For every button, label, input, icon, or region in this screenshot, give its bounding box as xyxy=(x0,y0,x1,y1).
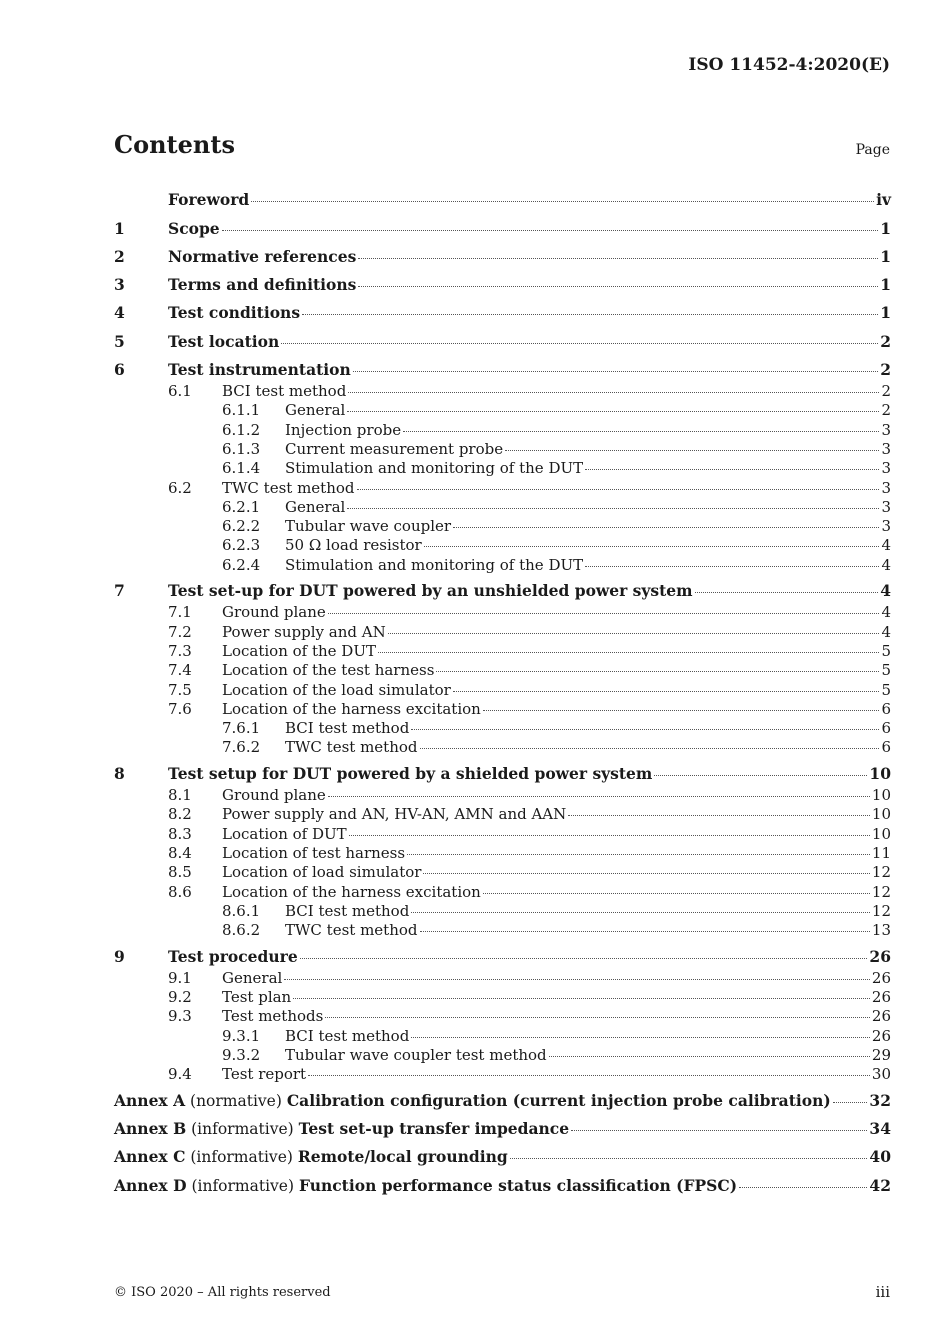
toc-entry-title: Test location xyxy=(168,331,280,351)
toc-entry-number: 9.3.1 xyxy=(222,1026,261,1045)
toc-entry[interactable] xyxy=(114,719,891,738)
toc-entry-title: Location of load simulator xyxy=(222,863,422,882)
toc-leader-dots xyxy=(403,430,879,432)
toc-entry-title: Ground plane xyxy=(222,603,326,622)
toc-entry-page: 3 xyxy=(881,478,891,497)
toc-entry[interactable] xyxy=(114,1027,891,1046)
annex-label: Annex D xyxy=(114,1175,187,1195)
toc-leader-dots xyxy=(281,342,878,344)
toc-entry-page: 26 xyxy=(871,1007,891,1026)
toc-entry-number: 8.5 xyxy=(168,863,192,882)
toc-entry-page: 34 xyxy=(869,1119,891,1139)
toc-entry-number: 8.6.2 xyxy=(222,921,261,940)
toc-leader-dots xyxy=(407,853,870,855)
toc-entry-number: 8.3 xyxy=(168,824,192,843)
toc-entry[interactable] xyxy=(114,498,891,517)
toc-entry-number: 5 xyxy=(114,331,125,351)
toc-leader-dots xyxy=(739,1186,867,1188)
toc-entry-page: 3 xyxy=(881,517,891,536)
annex-kind: (normative) xyxy=(190,1091,282,1110)
toc-entry-number: 6.1.2 xyxy=(222,420,261,439)
toc-entry-page: 26 xyxy=(871,968,891,987)
toc-entry-page: 5 xyxy=(881,641,891,660)
toc-entry-number: 9.3 xyxy=(168,1007,192,1026)
toc-leader-dots xyxy=(483,892,870,894)
toc-leader-dots xyxy=(325,1016,870,1018)
toc-entry[interactable] xyxy=(114,401,891,420)
toc-entry-title: Test instrumentation xyxy=(168,360,351,380)
toc-leader-dots xyxy=(549,1055,870,1057)
toc-entry-number: 8.2 xyxy=(168,805,192,824)
toc-entry-title: Location of the harness excitation xyxy=(222,882,481,901)
toc-annex-entry[interactable] xyxy=(114,1113,891,1141)
toc-entry-title: Test report xyxy=(222,1065,307,1084)
toc-entry-number: 7.4 xyxy=(168,661,192,680)
toc-entry-page: 4 xyxy=(881,536,891,555)
toc-entry-page: 1 xyxy=(880,246,891,266)
toc-entry[interactable] xyxy=(114,758,891,786)
toc-entry-number: 8.1 xyxy=(168,786,192,805)
toc-leader-dots xyxy=(357,488,880,490)
toc-annex-entry[interactable] xyxy=(114,1169,891,1197)
toc-entry-page: 2 xyxy=(881,382,891,401)
toc-entry-title: General xyxy=(222,968,283,987)
toc-entry-page: 10 xyxy=(871,824,891,843)
toc-entry-number: 6.2 xyxy=(168,478,192,497)
toc-entry-page: 6 xyxy=(881,699,891,718)
toc-entry[interactable] xyxy=(114,738,891,757)
toc-entry-page: 10 xyxy=(871,786,891,805)
toc-leader-dots xyxy=(505,449,879,451)
annex-label: Annex B xyxy=(114,1119,187,1139)
toc-entry-number: 7.1 xyxy=(168,603,192,622)
toc-entry-page: 2 xyxy=(881,401,891,420)
toc-entry[interactable] xyxy=(114,440,891,459)
annex-kind: (informative) xyxy=(191,1176,295,1195)
toc-entry-page: 12 xyxy=(871,882,891,901)
toc-leader-dots xyxy=(571,1129,867,1131)
toc-entry-title: General xyxy=(285,401,346,420)
toc-entry[interactable] xyxy=(114,642,891,661)
toc-entry-title: BCI test method xyxy=(285,1026,410,1045)
toc-entry-number: 8.4 xyxy=(168,843,192,862)
toc-entry-number: 6.1.3 xyxy=(222,439,261,458)
toc-entry-title: Normative references xyxy=(168,246,357,266)
toc-leader-dots xyxy=(436,670,879,672)
toc-entry[interactable] xyxy=(114,700,891,719)
toc-entry-title: Location of the test harness xyxy=(222,661,435,680)
toc-entry-number: 7.3 xyxy=(168,641,192,660)
toc-entry[interactable] xyxy=(114,623,891,642)
toc-entry[interactable] xyxy=(114,883,891,902)
toc-entry-page: 29 xyxy=(871,1045,891,1064)
toc-entry-number: 4 xyxy=(114,303,125,323)
toc-entry-title: Terms and definitions xyxy=(168,275,357,295)
toc-entry-page: 6 xyxy=(881,719,891,738)
toc-entry-page: 12 xyxy=(871,863,891,882)
toc-entry-number: 6.1.4 xyxy=(222,459,261,478)
toc-entry-number: 1 xyxy=(114,218,125,238)
toc-entry[interactable] xyxy=(114,556,891,575)
toc-entry-title: BCI test method xyxy=(222,382,347,401)
toc-entry-number: 6.1 xyxy=(168,382,192,401)
toc-leader-dots xyxy=(453,526,879,528)
toc-entry[interactable] xyxy=(114,212,891,240)
toc-leader-dots xyxy=(695,591,879,593)
toc-entry-title: Tubular wave coupler xyxy=(285,517,452,536)
toc-entry[interactable] xyxy=(114,681,891,700)
toc-entry-number: 9.2 xyxy=(168,987,192,1006)
toc-entry-page: 26 xyxy=(871,1026,891,1045)
toc-entry-page: 42 xyxy=(869,1175,891,1195)
toc-leader-dots xyxy=(585,468,879,470)
toc-entry-title: 50 Ω load resistor xyxy=(285,536,422,555)
toc-entry-title: Power supply and AN xyxy=(222,622,386,641)
toc-leader-dots xyxy=(411,1036,870,1038)
toc-leader-dots xyxy=(833,1101,868,1103)
toc-leader-dots xyxy=(420,747,880,749)
annex-kind: (informative) xyxy=(191,1120,294,1139)
toc-entry-title: Location of the harness excitation xyxy=(222,699,481,718)
toc-leader-dots xyxy=(388,632,880,634)
toc-entry[interactable] xyxy=(114,825,891,844)
toc-entry-number: 7.2 xyxy=(168,622,192,641)
toc-leader-dots xyxy=(453,690,880,692)
annex-title: Remote/local grounding xyxy=(297,1147,508,1167)
toc-entry-number: 9.3.2 xyxy=(222,1045,261,1064)
toc-entry-page: 1 xyxy=(880,218,891,238)
toc-entry-title: Test methods xyxy=(222,1007,324,1026)
toc-entry-title: Tubular wave coupler test method xyxy=(285,1045,547,1064)
toc-entry-title: Current measurement probe xyxy=(285,439,504,458)
toc-leader-dots xyxy=(308,1074,870,1076)
toc-entry[interactable] xyxy=(114,184,891,212)
toc-entry-title: Test plan xyxy=(222,987,292,1006)
toc-entry-number: 8.6 xyxy=(168,882,192,901)
toc-leader-dots xyxy=(347,507,879,509)
toc-entry-title: Stimulation and monitoring of the DUT xyxy=(285,555,584,574)
toc-entry[interactable] xyxy=(114,421,891,440)
annex-heading xyxy=(114,1089,831,1113)
toc-leader-dots xyxy=(424,545,880,547)
toc-entry-page: 11 xyxy=(871,843,891,862)
toc-entry[interactable] xyxy=(114,661,891,680)
toc-entry-page: 3 xyxy=(881,459,891,478)
toc-entry-page: 26 xyxy=(871,987,891,1006)
toc-entry-title: Location of the DUT xyxy=(222,641,376,660)
toc-entry-number: 8 xyxy=(114,764,125,784)
toc-leader-dots xyxy=(353,370,878,372)
toc-entry[interactable] xyxy=(114,1007,891,1026)
toc-entry-page: 26 xyxy=(869,946,891,966)
toc-entry-page: 3 xyxy=(881,497,891,516)
toc-entry-title: Ground plane xyxy=(222,786,326,805)
toc-entry[interactable] xyxy=(114,241,891,269)
annex-label: Annex C xyxy=(114,1147,186,1167)
toc-leader-dots xyxy=(349,834,870,836)
toc-entry-page: 1 xyxy=(880,303,891,323)
toc-entry[interactable] xyxy=(114,1046,891,1065)
toc-entry-title: Power supply and AN, HV-AN, AMN and AAN xyxy=(222,805,567,824)
annex-title: Test set-up transfer impedance xyxy=(298,1119,570,1139)
toc-entry-number: 6.2.2 xyxy=(222,517,261,536)
toc-entry-page: 3 xyxy=(881,439,891,458)
toc-leader-dots xyxy=(293,997,870,999)
toc-entry[interactable] xyxy=(114,536,891,555)
toc-entry-number: 7 xyxy=(114,581,125,601)
toc-entry[interactable] xyxy=(114,575,891,603)
toc-annex-entry[interactable] xyxy=(114,1141,891,1169)
toc-entry[interactable] xyxy=(114,297,891,325)
toc-entry-number: 6.1.1 xyxy=(222,401,261,420)
toc-entry-page: iv xyxy=(876,190,891,210)
toc-entry-number: 8.6.1 xyxy=(222,901,261,920)
toc-entry[interactable] xyxy=(114,921,891,940)
toc-entry-title: TWC test method xyxy=(285,921,418,940)
toc-leader-dots xyxy=(423,872,869,874)
toc-leader-dots xyxy=(510,1157,868,1159)
toc-entry-title: BCI test method xyxy=(285,901,410,920)
toc-entry-number: 7.5 xyxy=(168,680,192,699)
toc-leader-dots xyxy=(284,978,870,980)
annex-label: Annex A xyxy=(114,1090,186,1110)
toc-entry-number: 7.6.2 xyxy=(222,738,261,757)
toc-entry-number: 6.2.3 xyxy=(222,536,261,555)
toc-entry-page: 3 xyxy=(881,420,891,439)
toc-entry[interactable] xyxy=(114,1065,891,1084)
toc-leader-dots xyxy=(348,391,879,393)
toc-entry-title: Test procedure xyxy=(168,946,298,966)
toc-leader-dots xyxy=(300,957,868,959)
toc-leader-dots xyxy=(222,229,879,231)
toc-entry-page: 2 xyxy=(880,331,891,351)
toc-entry-title: Scope xyxy=(168,218,220,238)
annex-title: Calibration configuration (current injection probe calibration) xyxy=(286,1090,831,1110)
toc-entry[interactable] xyxy=(114,517,891,536)
toc-entry[interactable] xyxy=(114,786,891,805)
toc-entry-title: General xyxy=(285,497,346,516)
page-number: iii xyxy=(875,1283,890,1301)
toc-entry-page: 30 xyxy=(871,1065,891,1084)
toc-leader-dots xyxy=(654,774,867,776)
toc-entry-title: Test setup for DUT powered by a shielded power system xyxy=(168,764,653,784)
toc-entry-page: 32 xyxy=(869,1090,891,1110)
toc-entry-page: 40 xyxy=(869,1147,891,1167)
toc-entry[interactable] xyxy=(114,603,891,622)
toc-entry-number: 9.1 xyxy=(168,968,192,987)
toc-leader-dots xyxy=(251,200,874,202)
toc-leader-dots xyxy=(358,257,878,259)
toc-entry-title: Foreword xyxy=(168,190,250,210)
toc-entry-title: Location of DUT xyxy=(222,824,347,843)
toc-leader-dots xyxy=(411,911,870,913)
page-column-label: Page xyxy=(855,142,890,158)
toc-entry-page: 1 xyxy=(880,275,891,295)
toc-entry-number: 3 xyxy=(114,275,125,295)
toc-leader-dots xyxy=(568,814,870,816)
toc-leader-dots xyxy=(483,709,880,711)
toc-entry-number: 9.4 xyxy=(168,1065,192,1084)
toc-entry-title: TWC test method xyxy=(285,738,418,757)
toc-entry[interactable] xyxy=(114,969,891,988)
toc-annex-entry[interactable] xyxy=(114,1084,891,1112)
toc-entry[interactable] xyxy=(114,940,891,968)
toc-entry-title: Location of test harness xyxy=(222,843,406,862)
toc-entry-page: 13 xyxy=(871,921,891,940)
toc-entry[interactable] xyxy=(114,479,891,498)
toc-entry-title: BCI test method xyxy=(285,719,410,738)
toc-entry[interactable] xyxy=(114,805,891,824)
toc-entry-title: Stimulation and monitoring of the DUT xyxy=(285,459,584,478)
toc-entry[interactable] xyxy=(114,863,891,882)
toc-entry-title: Location of the load simulator xyxy=(222,680,451,699)
page-title: Contents xyxy=(114,130,235,159)
toc-entry-number: 7.6 xyxy=(168,699,192,718)
toc-entry-page: 5 xyxy=(881,661,891,680)
toc-entry-number: 6.2.1 xyxy=(222,497,261,516)
toc-leader-dots xyxy=(358,285,878,287)
annex-heading xyxy=(114,1174,737,1198)
toc-leader-dots xyxy=(420,930,870,932)
document-id: ISO 11452-4:2020(E) xyxy=(688,55,890,75)
toc-entry-number: 9 xyxy=(114,946,125,966)
toc-entry-number: 7.6.1 xyxy=(222,719,261,738)
toc-entry[interactable] xyxy=(114,382,891,401)
toc-entry-page: 4 xyxy=(880,581,891,601)
toc-entry-page: 10 xyxy=(871,805,891,824)
toc-leader-dots xyxy=(328,795,870,797)
toc-entry-title: TWC test method xyxy=(222,478,355,497)
toc-entry[interactable] xyxy=(114,988,891,1007)
toc-leader-dots xyxy=(347,410,879,412)
annex-heading xyxy=(114,1117,569,1141)
toc-entry-title: Test conditions xyxy=(168,303,301,323)
copyright-notice: © ISO 2020 – All rights reserved xyxy=(114,1285,331,1300)
toc-leader-dots xyxy=(411,728,879,730)
table-of-contents xyxy=(114,184,891,1198)
toc-entry-page: 4 xyxy=(881,622,891,641)
toc-entry-page: 4 xyxy=(881,555,891,574)
toc-entry-page: 5 xyxy=(881,680,891,699)
toc-entry-page: 4 xyxy=(881,603,891,622)
toc-entry[interactable] xyxy=(114,902,891,921)
toc-entry[interactable] xyxy=(114,844,891,863)
toc-entry-number: 2 xyxy=(114,246,125,266)
toc-entry[interactable] xyxy=(114,269,891,297)
toc-entry[interactable] xyxy=(114,459,891,478)
toc-leader-dots xyxy=(378,651,879,653)
toc-entry-page: 10 xyxy=(869,764,891,784)
toc-entry-page: 6 xyxy=(881,738,891,757)
annex-heading xyxy=(114,1145,508,1169)
annex-title: Function performance status classification (FPSC) xyxy=(298,1175,738,1195)
toc-leader-dots xyxy=(302,313,878,315)
toc-entry-page: 12 xyxy=(871,901,891,920)
toc-entry-title: Injection probe xyxy=(285,420,402,439)
toc-entry-number: 6.2.4 xyxy=(222,555,261,574)
toc-entry-number: 6 xyxy=(114,360,125,380)
toc-leader-dots xyxy=(585,565,879,567)
toc-entry-page: 2 xyxy=(880,360,891,380)
toc-leader-dots xyxy=(328,612,880,614)
toc-entry[interactable] xyxy=(114,325,891,353)
annex-kind: (informative) xyxy=(190,1148,293,1167)
toc-entry[interactable] xyxy=(114,354,891,382)
toc-entry-title: Test set-up for DUT powered by an unshielded power system xyxy=(168,581,693,601)
